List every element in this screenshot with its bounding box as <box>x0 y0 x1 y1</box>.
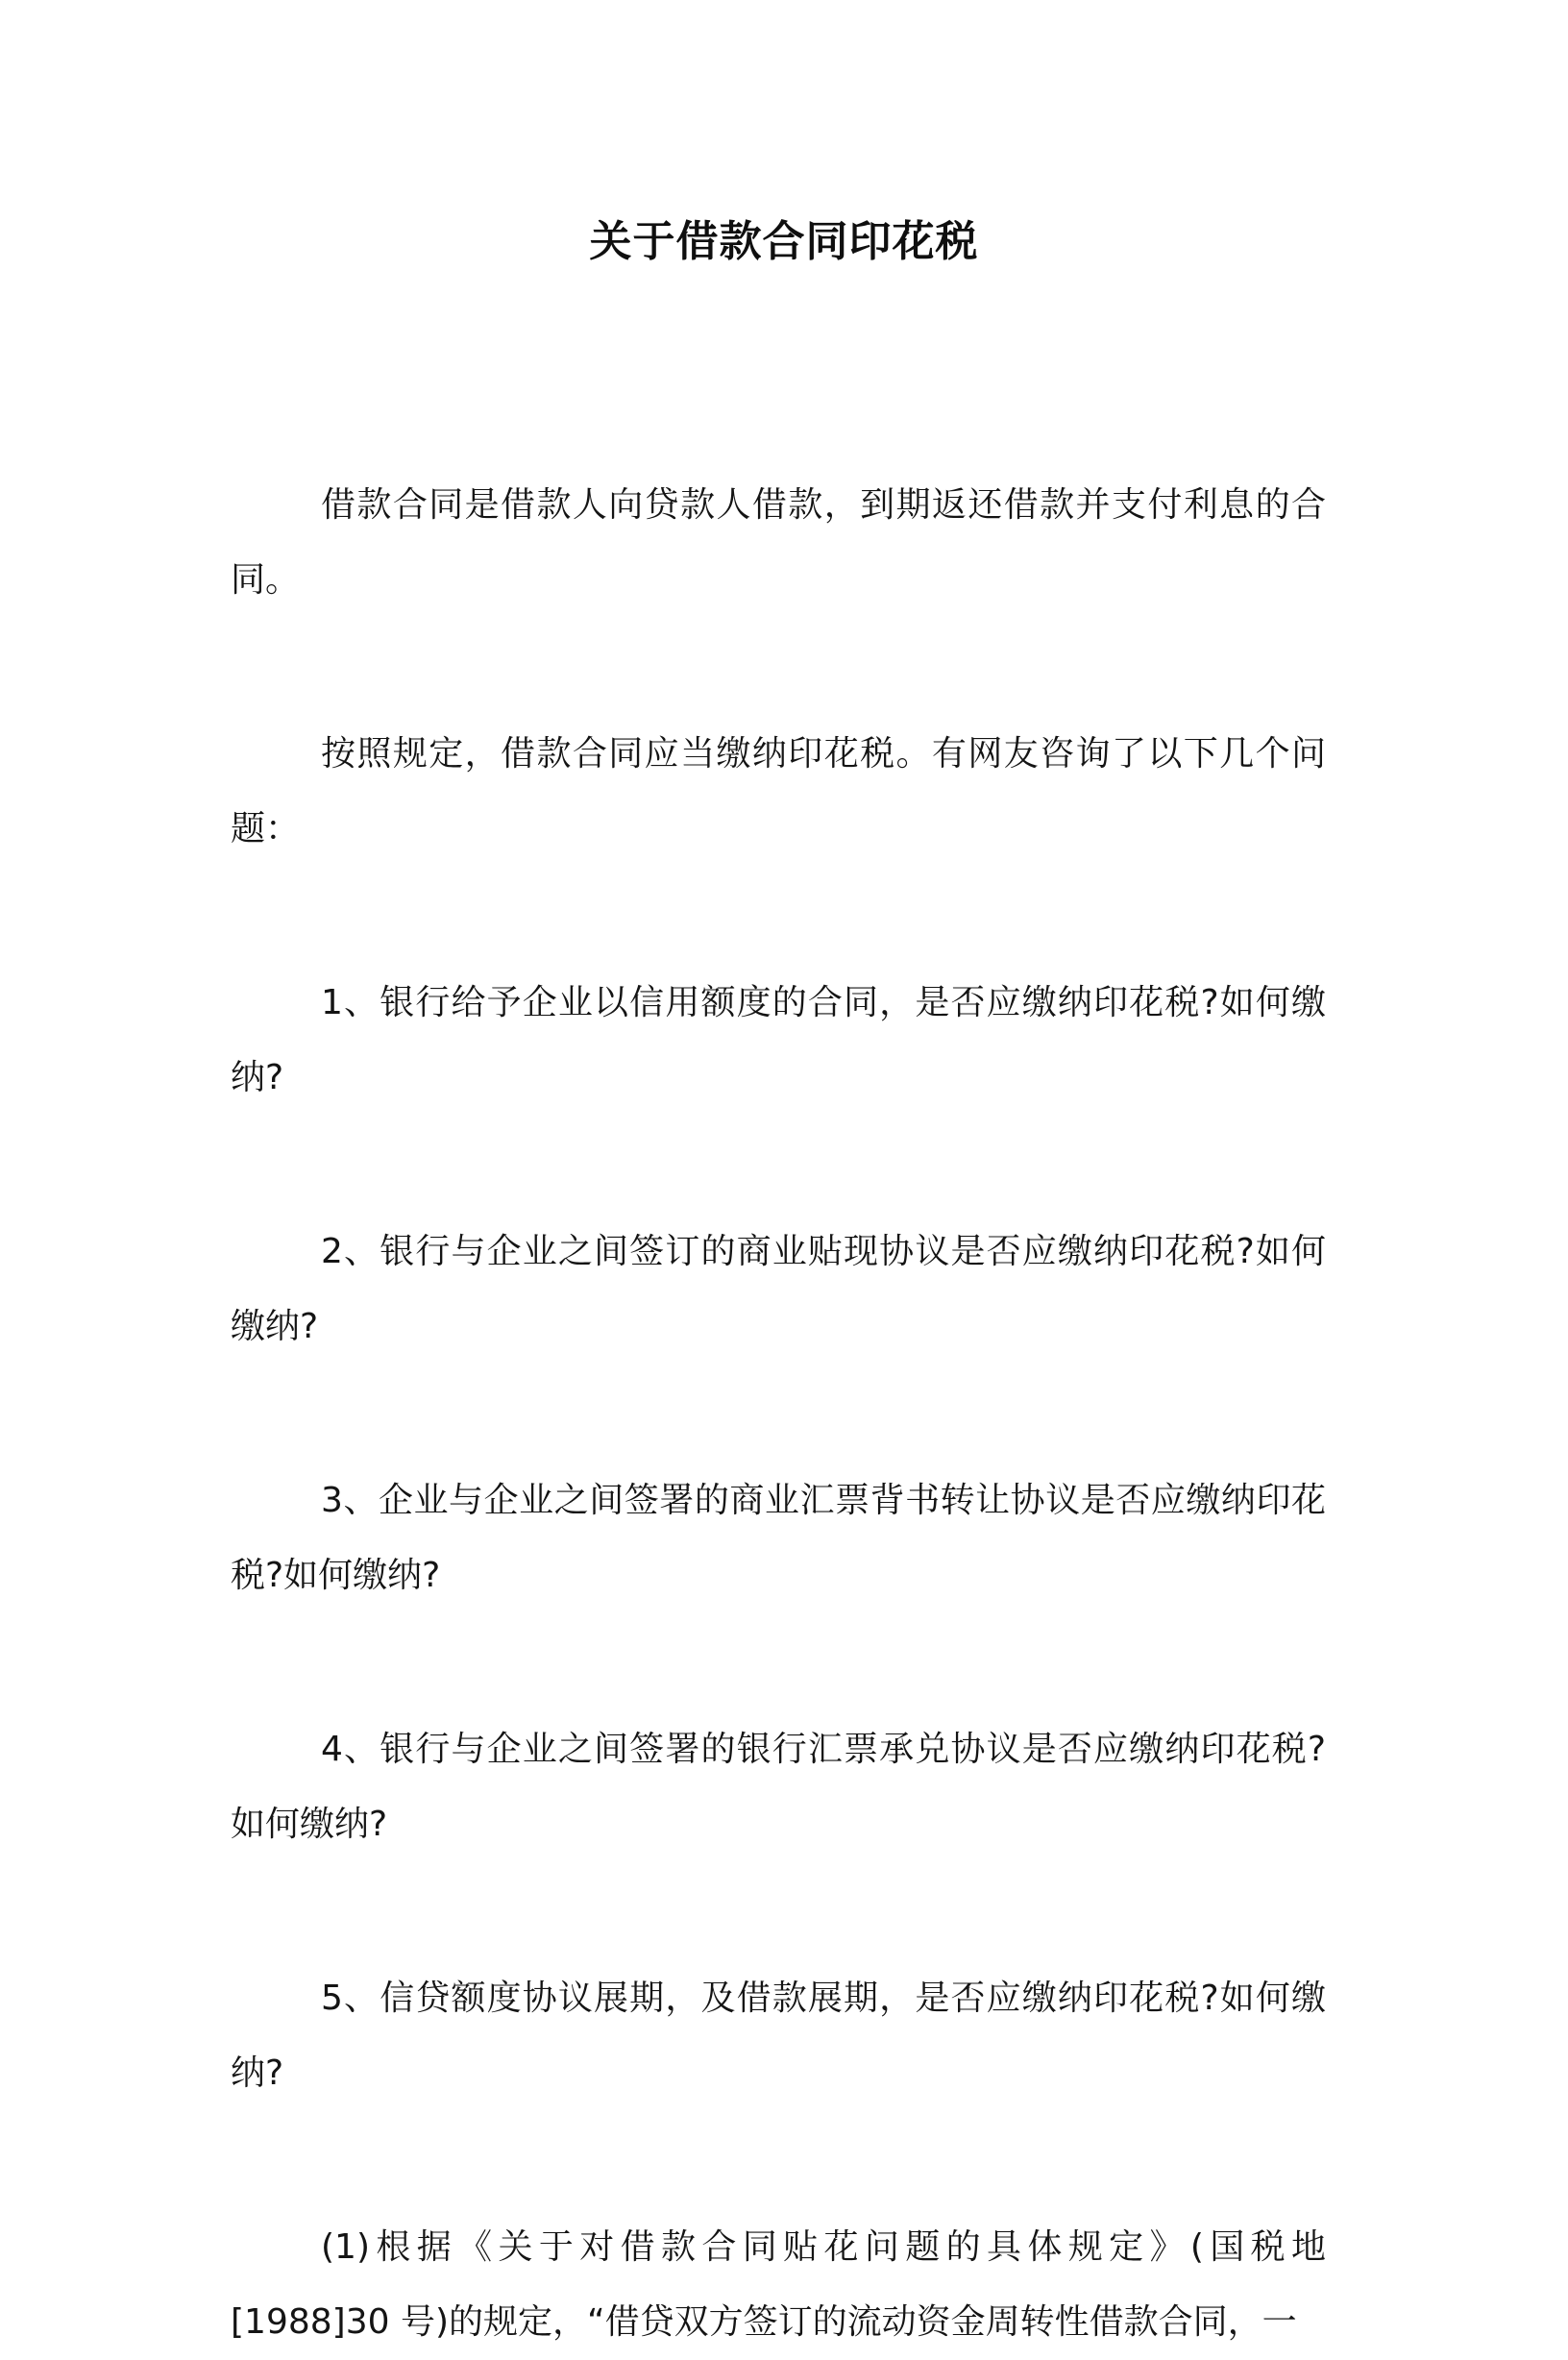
document-title: 关于借款合同印花税 <box>589 217 979 266</box>
question-1: 1、银行给予企业以信用额度的合同，是否应缴纳印花税?如何缴纳? <box>231 983 1326 1097</box>
paragraph-definition: 借款合同是借款人向贷款人借款，到期返还借款并支付利息的合同。 <box>231 485 1326 600</box>
answer-1: (1)根据《关于对借款合同贴花问题的具体规定》(国税地[1988]30 号)的规定，“借贷双方签订的流动资金周转性借款合同，一 <box>231 2227 1326 2342</box>
question-3: 3、企业与企业之间签署的商业汇票背书转让协议是否应缴纳印花税?如何缴纳? <box>231 1481 1326 1595</box>
document-body <box>231 468 1326 2360</box>
question-5: 5、信贷额度协议展期，及借款展期，是否应缴纳印花税?如何缴纳? <box>231 1979 1326 2093</box>
question-4: 4、银行与企业之间签署的银行汇票承兑协议是否应缴纳印花税?如何缴纳? <box>231 1730 1326 1844</box>
paragraph-intro: 按照规定，借款合同应当缴纳印花税。有网友咨询了以下几个问题： <box>231 734 1326 848</box>
question-2: 2、银行与企业之间签订的商业贴现协议是否应缴纳印花税?如何缴纳? <box>231 1232 1326 1346</box>
